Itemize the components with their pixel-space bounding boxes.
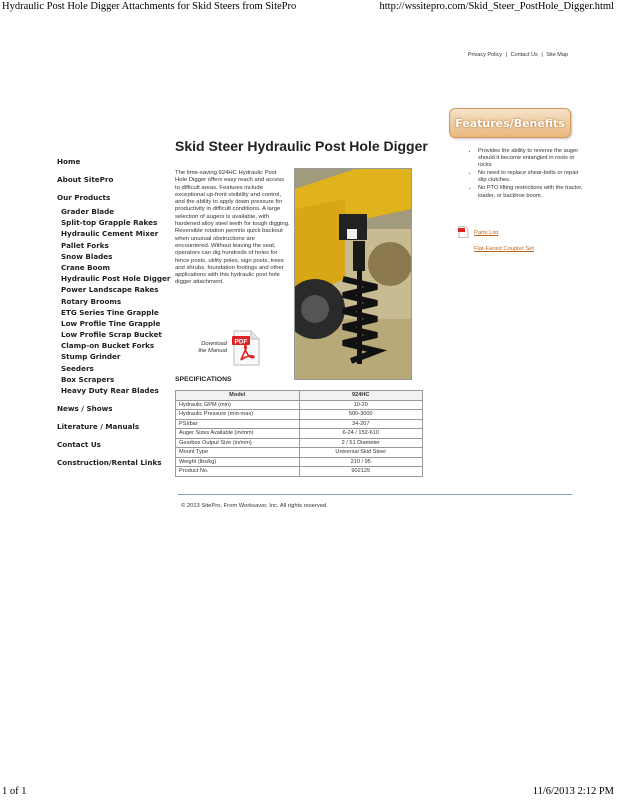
table-row — [176, 429, 423, 439]
parts-list-row — [458, 226, 578, 240]
nav-news-shows[interactable]: News / Shows — [57, 404, 113, 413]
nav-product-item[interactable]: Low Profile Tine Grapple — [61, 318, 161, 328]
privacy-policy-link[interactable]: Privacy Policy — [467, 52, 503, 58]
spec-value: 34-207 — [299, 419, 423, 429]
nav-product-item[interactable]: Box Scrapers — [61, 374, 115, 384]
svg-text:PDF: PDF — [234, 338, 248, 346]
nav-product-item[interactable]: Power Landscape Rakes — [61, 285, 159, 295]
spec-value: 6-24 / 152-610 — [299, 429, 423, 439]
site-map-link[interactable]: Site Map — [546, 52, 568, 58]
nav-construction-rental[interactable]: Construction/Rental Links — [57, 458, 162, 467]
download-line-1: Download — [201, 341, 227, 347]
specifications-table — [175, 390, 423, 477]
benefits-list — [470, 148, 588, 201]
spec-label: Gearbox Output Size (in/mm) — [176, 438, 300, 448]
benefit-item: • No PTO lifting restrictions with the tractor, loader, or backhoe boom. — [478, 185, 588, 199]
print-datetime: 11/6/2013 2:12 PM — [532, 786, 614, 797]
table-row — [176, 467, 423, 477]
top-links — [468, 52, 568, 58]
nav-product-item[interactable]: Split-top Grapple Rakes — [61, 218, 158, 228]
download-manual-link[interactable] — [195, 328, 275, 368]
spec-value: 210 / 95 — [299, 457, 423, 467]
page-title: Skid Steer Hydraulic Post Hole Digger — [175, 138, 428, 154]
nav-home[interactable]: Home — [57, 157, 81, 166]
nav-about[interactable]: About SitePro — [57, 175, 114, 184]
parts-list-link[interactable]: Parts List — [474, 230, 499, 236]
download-label — [195, 341, 227, 355]
nav-literature[interactable]: Literature / Manuals — [57, 422, 140, 431]
spec-label: PSI/bar — [176, 419, 300, 429]
spec-label: Mount Type — [176, 448, 300, 458]
nav-products-group — [57, 193, 177, 395]
coupler-row — [458, 246, 578, 252]
flat-faced-coupler-link[interactable]: Flat-Faced Coupler Set — [474, 246, 534, 252]
table-header-row — [176, 391, 423, 401]
spec-label: Hydraulic GPM (min) — [176, 400, 300, 410]
print-header — [0, 0, 618, 14]
spec-value: 902125 — [299, 467, 423, 477]
nav-our-products[interactable]: Our Products — [57, 193, 111, 202]
nav-product-item[interactable]: Snow Blades — [61, 251, 113, 261]
page-count: 1 of 1 — [2, 786, 27, 797]
separator: | — [505, 52, 508, 58]
separator: | — [541, 52, 543, 58]
column-header: Model — [176, 391, 300, 401]
table-row — [176, 457, 423, 467]
sidebar-nav — [57, 157, 177, 476]
spec-value: 500-3000 — [299, 410, 423, 420]
column-header: 924HC — [299, 391, 423, 401]
side-links — [458, 226, 578, 258]
nav-product-item[interactable]: Grader Blade — [61, 207, 115, 216]
footer-divider — [178, 494, 572, 495]
spec-label: Weight (lbs/kg) — [176, 457, 300, 467]
download-line-2: the Manual — [198, 348, 227, 354]
nav-product-item[interactable]: Low Profile Scrap Bucket — [61, 330, 162, 340]
nav-product-item[interactable]: Crane Boom — [61, 262, 111, 272]
features-benefits-button[interactable]: Features/Benefits — [449, 108, 571, 138]
nav-product-item[interactable]: Hydraulic Post Hole Digger — [61, 274, 171, 284]
nav-contact[interactable]: Contact Us — [57, 440, 101, 449]
pdf-icon — [458, 226, 469, 240]
product-photo — [294, 168, 412, 380]
spec-value: Universal Skid Steer — [299, 448, 423, 458]
nav-product-item[interactable]: ETG Series Tine Grapple — [61, 307, 159, 317]
spec-label: Product No. — [176, 467, 300, 477]
copyright-text: © 2013 SitePro, From Worksaver, Inc. All rights reserved. — [181, 503, 328, 509]
benefit-item: • Provides the ability to reverse the auger should it become entangled in roots or rocks — [478, 148, 588, 169]
nav-product-item[interactable]: Heavy Duty Rear Blades — [61, 386, 159, 395]
spec-label: Auger Sizes Available (in/mm) — [176, 429, 300, 439]
print-header-title: Hydraulic Post Hole Digger Attachments for Skid Steers from SitePro — [2, 1, 297, 12]
nav-product-item[interactable]: Stump Grinder — [61, 352, 121, 362]
spec-label: Hydraulic Pressure (min-max) — [176, 410, 300, 420]
table-row — [176, 438, 423, 448]
pdf-icon[interactable] — [231, 330, 261, 371]
specifications-heading: SPECIFICATIONS — [175, 376, 232, 383]
contact-us-link[interactable]: Contact Us — [510, 52, 538, 58]
print-header-url: http://wssitepro.com/Skid_Steer_PostHole_Digger.html — [379, 1, 614, 12]
nav-product-item[interactable]: Rotary Brooms — [61, 296, 122, 306]
table-row — [176, 448, 423, 458]
table-row — [176, 419, 423, 429]
benefit-item: • No need to replace shear-bolts or repair slip clutches. — [478, 170, 588, 184]
nav-product-item[interactable]: Hydraulic Cement Mixer — [61, 229, 159, 239]
print-footer — [0, 786, 618, 800]
nav-product-item[interactable]: Seeders — [61, 363, 94, 373]
product-description: The time-saving 924HC Hydraulic Post Hole Digger offers easy reach and access to difficult areas. Features include exceptional up-front visibility and control, and the ability to apply down pressure for productivity in difficult conditions. A large selection of augers is available, with hardened alloy steel teeth for tough digging. Reversible rotation permits quick backout when unusual obstructions are encountered. Without leaving the seat, operators can dig hundreds of holes for fence posts, utility poles, sign posts, trees and shrubs, foundation footings and other applications with this hydraulic post hole digger attachment. — [175, 170, 290, 286]
spec-value: 10-20 — [299, 400, 423, 410]
nav-product-item[interactable]: Clamp-on Bucket Forks — [61, 341, 155, 351]
table-row — [176, 400, 423, 410]
nav-product-item[interactable]: Pallet Forks — [61, 240, 109, 250]
table-row — [176, 410, 423, 420]
skid-steer-auger-image — [295, 169, 411, 379]
spec-value: 2 / 51 Diameter — [299, 438, 423, 448]
